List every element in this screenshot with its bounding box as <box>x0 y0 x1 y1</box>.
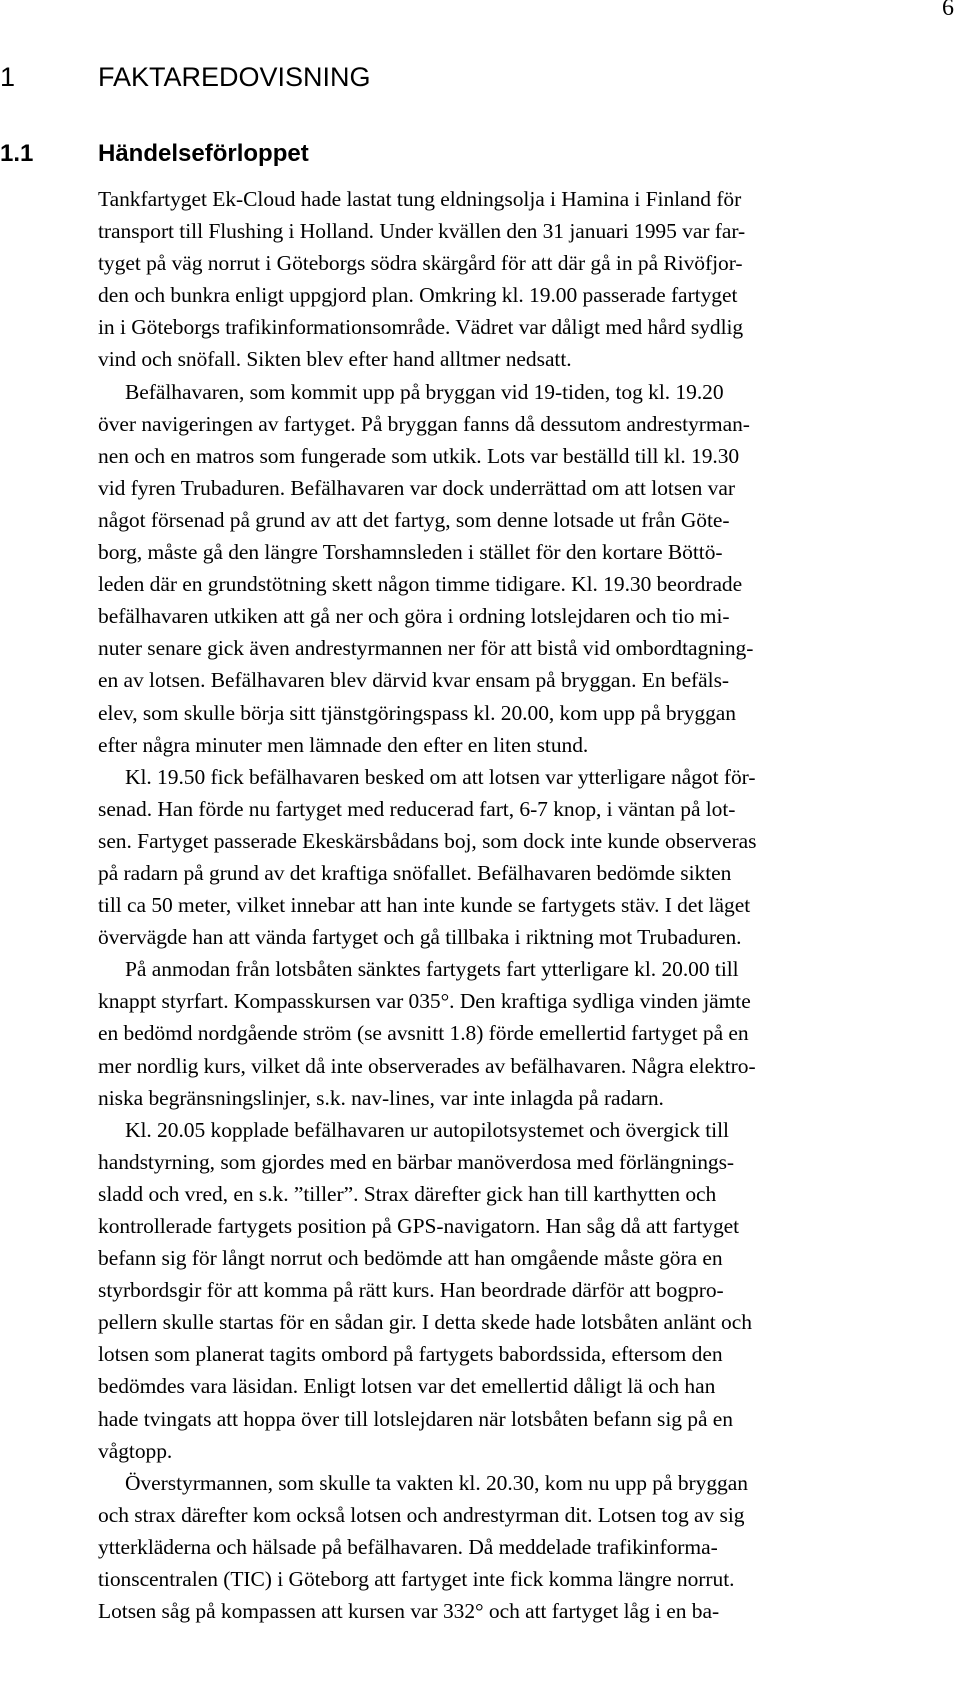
body-line: kontrollerade fartygets position på GPS-navigatorn. Han såg då att fartyget <box>98 1214 740 1238</box>
body-line: handstyrning, som gjordes med en bärbar manöverdosa med förlängnings- <box>98 1149 735 1174</box>
body-line: leden där en grundstötning skett någon timme tidigare. Kl. 19.30 beordrade <box>98 572 743 597</box>
body-line: något försenad på grund av att det fartyg, som denne lotsade ut från Göte- <box>98 507 730 532</box>
body-line: och strax därefter kom också lotsen och andrestyrman dit. Lotsen tog av sig <box>98 1502 745 1527</box>
body-line: senad. Han förde nu fartyget med reducerad fart, 6-7 knop, i väntan på lot- <box>98 796 736 821</box>
body-line: övervägde han att vända fartyget och gå tillbaka i riktning mot Trubaduren. <box>98 925 742 950</box>
body-line: vid fyren Trubaduren. Befälhavaren var dock underrättad om att lotsen var <box>98 475 735 500</box>
body-line: in i Göteborgs trafikinformationsområde. Vädret var dåligt med hård sydlig <box>98 315 744 340</box>
section-heading <box>0 60 371 94</box>
body-line: nuter senare gick även andrestyrmannen ner för att bistå vid ombordtagning- <box>98 636 754 661</box>
body-line: hade tvingats att hoppa över till lotslejdaren när lotsbåten befann sig på en <box>98 1406 733 1431</box>
body-line: över navigeringen av fartyget. På bryggan fanns då dessutom andrestyrman- <box>98 411 750 436</box>
body-line: bedömdes vara läsidan. Enligt lotsen var det emellertid dåligt lä och han <box>98 1374 716 1399</box>
body-line: knappt styrfart. Kompasskursen var 035°. Den kraftiga sydliga vinden jämte <box>98 989 751 1014</box>
body-line: på radarn på grund av det kraftiga snöfallet. Befälhavaren bedömde sikten <box>98 860 732 885</box>
body-line: vind och snöfall. Sikten blev efter hand alltmer nedsatt. <box>98 347 572 372</box>
body-line: efter några minuter men lämnade den efter en liten stund. <box>98 732 589 757</box>
body-line: befann sig för långt norrut och bedömde att han omgående måste göra en <box>98 1246 723 1271</box>
subsection-heading <box>0 138 309 170</box>
body-line: Lotsen såg på kompassen att kursen var 332° och att fartyget låg i en ba- <box>98 1599 720 1624</box>
body-line: den och bunkra enligt uppgjord plan. Omkring kl. 19.00 passerade fartyget <box>98 283 738 308</box>
body-line: en bedömd nordgående ström (se avsnitt 1.8) förde emellertid fartyget på en <box>98 1021 749 1046</box>
body-line: Kl. 19.50 fick befälhavaren besked om att lotsen var ytterligare något för- <box>125 764 756 789</box>
body-line: tyget på väg norrut i Göteborgs södra skärgård för att där gå in på Rivöfjor- <box>98 251 743 276</box>
body-line: vågtopp. <box>98 1438 173 1463</box>
body-line: styrbordsgir för att komma på rätt kurs. Han beordrade därför att bogpro- <box>98 1278 724 1303</box>
body-line: transport till Flushing i Holland. Under kvällen den 31 januari 1995 var far- <box>98 219 746 244</box>
body-line: Befälhavaren, som kommit upp på bryggan vid 19-tiden, tog kl. 19.20 <box>125 379 724 404</box>
section-number: 1 <box>0 62 16 92</box>
body-line: niska begränsningslinjer, s.k. nav-lines, var inte inlagda på radarn. <box>98 1085 664 1110</box>
section-title: FAKTAREDOVISNING <box>98 62 371 92</box>
body-text <box>98 183 960 1627</box>
body-line: elev, som skulle börja sitt tjänstgöringspass kl. 20.00, kom upp på bryggan <box>98 700 736 725</box>
subsection-number: 1.1 <box>0 140 34 167</box>
body-line: till ca 50 meter, vilket innebar att han inte kunde se fartygets stäv. I det läget <box>98 893 751 918</box>
body-line: ytterkläderna och hälsade på befälhavaren. Då meddelade trafikinforma- <box>98 1534 718 1559</box>
subsection-title: Händelseförloppet <box>98 140 309 167</box>
body-line: Tankfartyget Ek-Cloud hade lastat tung eldningsolja i Hamina i Finland för <box>98 187 742 211</box>
page-number: 6 <box>942 0 954 21</box>
body-line: pellern skulle startas för en sådan gir. I detta skede hade lotsbåten anlänt och <box>98 1310 752 1335</box>
body-line: På anmodan från lotsbåten sänktes fartygets fart ytterligare kl. 20.00 till <box>125 957 739 982</box>
body-line: sen. Fartyget passerade Ekeskärsbådans boj, som dock inte kunde observeras <box>98 828 757 853</box>
body-line: lotsen som planerat tagits ombord på fartygets babordssida, eftersom den <box>98 1342 723 1367</box>
body-line: tionscentralen (TIC) i Göteborg att fartyget inte fick komma längre norrut. <box>98 1567 735 1592</box>
body-line: Kl. 20.05 kopplade befälhavaren ur autopilotsystemet och övergick till <box>125 1117 729 1142</box>
body-line: borg, måste gå den längre Torshamnsleden i stället för den kortare Böttö- <box>98 540 723 565</box>
body-line: en av lotsen. Befälhavaren blev därvid kvar ensam på bryggan. En befäls- <box>98 668 730 693</box>
body-line: mer nordlig kurs, vilket då inte observerades av befälhavaren. Några elektro- <box>98 1053 756 1078</box>
body-line: nen och en matros som fungerade som utkik. Lots var beställd till kl. 19.30 <box>98 443 740 468</box>
body-line: befälhavaren utkiken att gå ner och göra i ordning lotslejdaren och tio mi- <box>98 604 730 629</box>
body-line: sladd och vred, en s.k. ”tiller”. Strax därefter gick han till karthytten och <box>98 1181 717 1206</box>
body-line: Överstyrmannen, som skulle ta vakten kl. 20.30, kom nu upp på bryggan <box>125 1470 748 1495</box>
